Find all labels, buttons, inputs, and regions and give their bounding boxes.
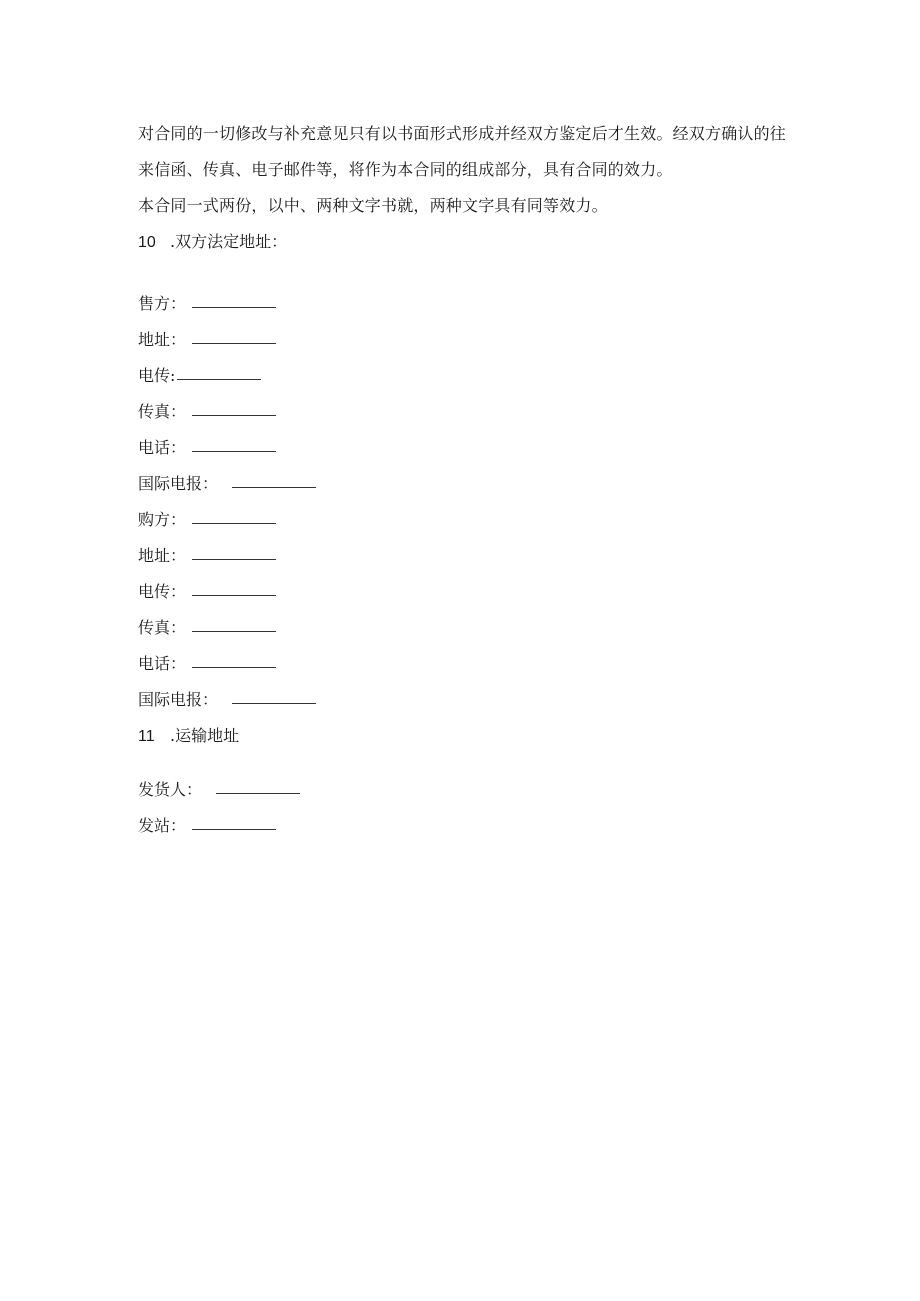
fill-blank[interactable] bbox=[192, 630, 276, 632]
buyer-fax-field: 传真： bbox=[138, 610, 788, 646]
section-title: .运输地址 bbox=[170, 726, 240, 745]
fill-blank[interactable] bbox=[192, 666, 276, 668]
buyer-cable-field: 国际电报： bbox=[138, 682, 788, 718]
section-11-heading bbox=[138, 718, 788, 754]
seller-cable-field: 国际电报： bbox=[138, 466, 788, 502]
fill-blank[interactable] bbox=[232, 486, 316, 488]
buyer-address-field: 地址： bbox=[138, 538, 788, 574]
seller-fax-field: 传真： bbox=[138, 394, 788, 430]
buyer-field: 购方： bbox=[138, 502, 788, 538]
departure-station-field: 发站： bbox=[138, 808, 788, 844]
section-number: 11 bbox=[138, 728, 155, 745]
paragraph-copies: 本合同一式两份，以中、两种文字书就，两种文字具有同等效力。 bbox=[138, 196, 608, 215]
fill-blank[interactable] bbox=[192, 414, 276, 416]
seller-phone-field: 电话： bbox=[138, 430, 788, 466]
fill-blank[interactable] bbox=[192, 522, 276, 524]
fill-blank[interactable] bbox=[192, 828, 276, 830]
fill-blank[interactable] bbox=[192, 450, 276, 452]
seller-address-field: 地址： bbox=[138, 322, 788, 358]
section-title: .双方法定地址： bbox=[170, 232, 288, 251]
section-10-heading bbox=[138, 224, 788, 260]
fill-blank[interactable] bbox=[216, 792, 300, 794]
shipper-field: 发货人： bbox=[138, 772, 788, 808]
fill-blank[interactable] bbox=[232, 702, 316, 704]
seller-field: 售方： bbox=[138, 286, 788, 322]
section-number: 10 bbox=[138, 234, 156, 251]
seller-telex-field: 电传: bbox=[138, 358, 788, 394]
fill-blank[interactable] bbox=[192, 306, 276, 308]
fill-blank[interactable] bbox=[192, 594, 276, 596]
fill-blank[interactable] bbox=[192, 558, 276, 560]
paragraph-amendments: 对合同的一切修改与补充意见只有以书面形式形成并经双方鉴定后才生效。经双方确认的往来信函、传真、电子邮件等，将作为本合同的组成部分，具有合同的效力。 bbox=[138, 124, 787, 179]
fill-blank[interactable] bbox=[192, 342, 276, 344]
document-page bbox=[138, 116, 788, 844]
buyer-phone-field: 电话： bbox=[138, 646, 788, 682]
fill-blank[interactable] bbox=[177, 378, 261, 380]
buyer-telex-field: 电传： bbox=[138, 574, 788, 610]
